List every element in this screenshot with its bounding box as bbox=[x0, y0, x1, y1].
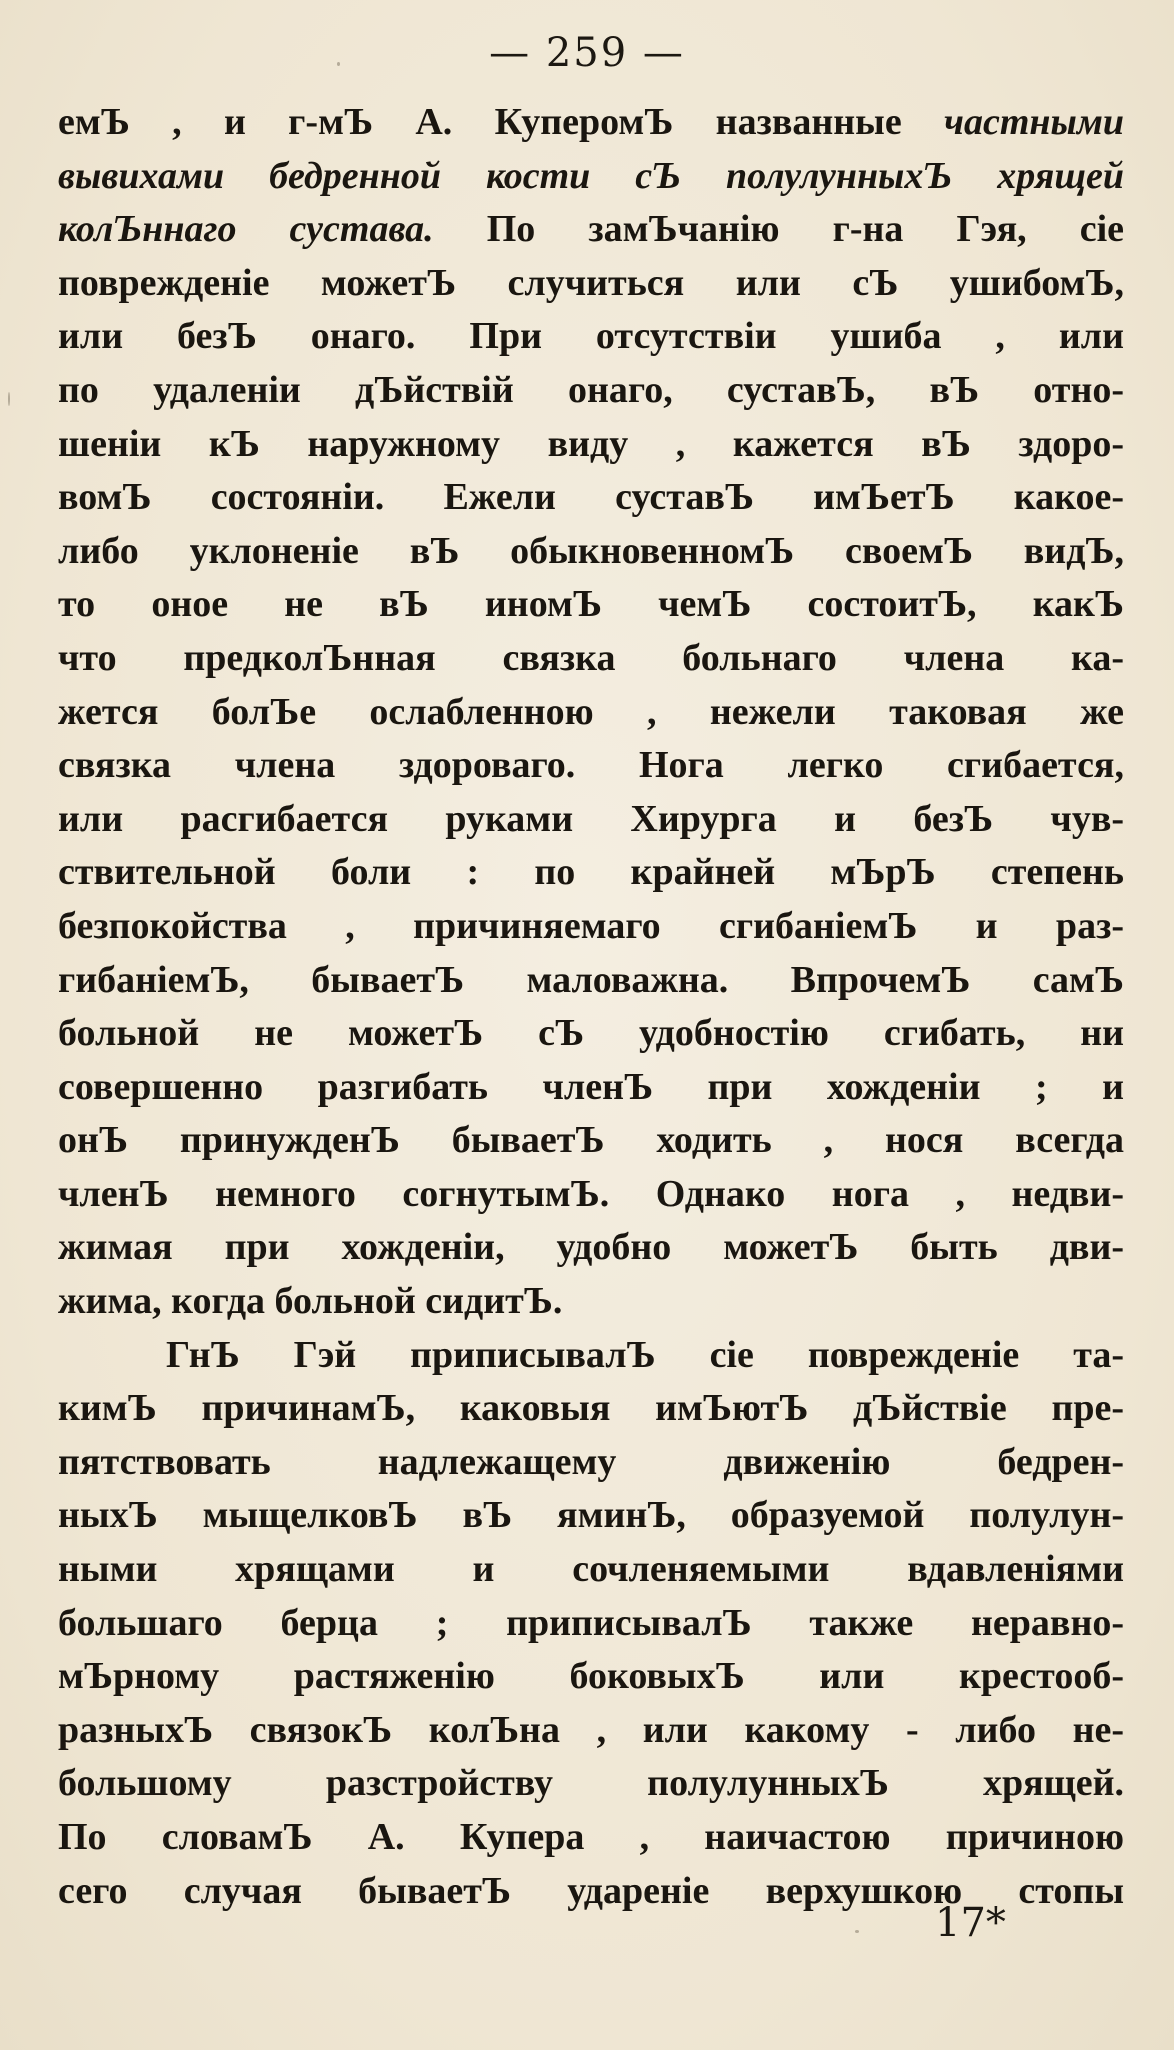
text-line bbox=[58, 1007, 1124, 1061]
text-run: По замЪчанію г-на Гэя, сіе bbox=[433, 208, 1124, 251]
text-line bbox=[58, 1382, 1124, 1436]
text-run: кимЪ причинамЪ, каковыя имЪютЪ дЪйствіе пре- bbox=[58, 1387, 1124, 1430]
text-run: большому разстройству полулунныхЪ хрящей. bbox=[58, 1762, 1124, 1805]
text-run: больной не можетЪ сЪ удобностію сгибать, ни bbox=[58, 1012, 1124, 1055]
text-line bbox=[58, 418, 1124, 472]
text-run: По словамЪ А. Купера , наичастою причиною bbox=[58, 1816, 1124, 1858]
text-line bbox=[58, 1061, 1124, 1115]
text-line bbox=[58, 1757, 1124, 1811]
text-line bbox=[58, 1114, 1124, 1168]
text-run: или расгибается руками Хирурга и безЪ чув- bbox=[58, 797, 1124, 840]
text-line bbox=[58, 1436, 1124, 1490]
text-line bbox=[58, 1168, 1124, 1222]
text-run: мЪрному растяженію боковыхЪ или крестооб- bbox=[58, 1655, 1124, 1698]
text-run: жется болЪе ослабленною , нежели таковая же bbox=[58, 690, 1124, 733]
text-line bbox=[58, 471, 1124, 525]
text-run: членЪ немного согнутымЪ. Однако нога , недви- bbox=[58, 1172, 1124, 1215]
text-run: связка члена здороваго. Нога легко сгибается, bbox=[58, 744, 1124, 787]
italic-text-run: вывихами бедренной кости сЪ полулунныхЪ хрящей bbox=[58, 154, 1124, 197]
text-line bbox=[58, 900, 1124, 954]
text-run: жимая при хожденіи, удобно можетЪ быть дви- bbox=[58, 1226, 1124, 1269]
text-line bbox=[58, 310, 1124, 364]
text-run: гибаніемЪ, бываетЪ маловажна. ВпрочемЪ самЪ bbox=[58, 958, 1124, 1001]
text-run: вомЪ состояніи. Ежели суставЪ имЪетЪ какое- bbox=[58, 476, 1124, 519]
text-run: либо уклоненіе вЪ обыкновенномЪ своемЪ видЪ, bbox=[58, 529, 1124, 572]
italic-text-run: частными bbox=[944, 101, 1124, 143]
text-line bbox=[58, 364, 1124, 418]
page-number: — 259 — bbox=[489, 30, 685, 76]
text-run: или безЪ онаго. При отсутствіи ушиба , или bbox=[58, 315, 1124, 358]
text-line bbox=[58, 1650, 1124, 1704]
text-run: поврежденіе можетЪ случиться или сЪ ушибомЪ, bbox=[58, 261, 1124, 304]
text-line bbox=[58, 1329, 1124, 1383]
text-run: то оное не вЪ иномЪ чемЪ состоитЪ, какЪ bbox=[58, 583, 1124, 626]
text-line bbox=[58, 150, 1124, 204]
text-run: большаго берца ; приписывалЪ также неравно- bbox=[58, 1601, 1124, 1644]
text-run: что предколЪнная связка больнаго члена ка- bbox=[58, 636, 1124, 679]
text-line bbox=[58, 1597, 1124, 1651]
paper-speck bbox=[337, 62, 340, 66]
paper-speck bbox=[8, 392, 10, 406]
text-line bbox=[58, 846, 1124, 900]
italic-text-run: колЪннаго сустава. bbox=[58, 208, 434, 251]
text-line bbox=[58, 632, 1124, 686]
text-run: шеніи кЪ наружному виду , кажется вЪ здоро- bbox=[58, 422, 1124, 465]
text-run: совершенно разгибать членЪ при хожденіи ; и bbox=[58, 1065, 1124, 1108]
paper-speck bbox=[855, 1930, 859, 1933]
text-run: онЪ принужденЪ бываетЪ ходить , нося всегда bbox=[58, 1119, 1124, 1162]
text-line bbox=[58, 1489, 1124, 1543]
text-run: ными хрящами и сочленяемыми вдавленіями bbox=[58, 1548, 1124, 1591]
text-line bbox=[58, 578, 1124, 632]
text-line bbox=[58, 1221, 1124, 1275]
text-line bbox=[58, 954, 1124, 1008]
text-run: емЪ , и г-мЪ А. КуперомЪ названные bbox=[58, 101, 944, 143]
text-run: по удаленіи дЪйствій онаго, суставЪ, вЪ отно- bbox=[58, 368, 1124, 411]
text-line bbox=[58, 1275, 1124, 1329]
text-line bbox=[58, 525, 1124, 579]
text-run: сего случая бываетЪ удареніе верхушкою стопы bbox=[58, 1869, 1124, 1912]
text-run: ныхЪ мыщелковЪ вЪ яминЪ, образуемой полулун- bbox=[58, 1494, 1124, 1537]
text-line bbox=[58, 203, 1124, 257]
text-line bbox=[58, 1811, 1124, 1865]
text-run: пятствовать надлежащему движенію бедрен- bbox=[58, 1440, 1124, 1483]
text-line bbox=[58, 1543, 1124, 1597]
text-line bbox=[58, 96, 1124, 150]
text-run: ГнЪ Гэй приписывалЪ сіе поврежденіе та- bbox=[166, 1333, 1124, 1376]
text-run: жима, когда больной сидитЪ. bbox=[58, 1280, 563, 1323]
text-line bbox=[58, 257, 1124, 311]
text-line bbox=[58, 686, 1124, 740]
body-text bbox=[58, 96, 1124, 1918]
signature-mark: 17* bbox=[935, 1900, 1006, 1946]
text-line bbox=[58, 1704, 1124, 1758]
text-line bbox=[58, 793, 1124, 847]
text-run: безпокойства , причиняемаго сгибаніемЪ и раз- bbox=[58, 904, 1124, 947]
text-run: ствительной боли : по крайней мЪрЪ степень bbox=[58, 851, 1124, 894]
text-run: разныхЪ связокЪ колЪна , или какому - либо не- bbox=[58, 1708, 1124, 1751]
text-line bbox=[58, 739, 1124, 793]
